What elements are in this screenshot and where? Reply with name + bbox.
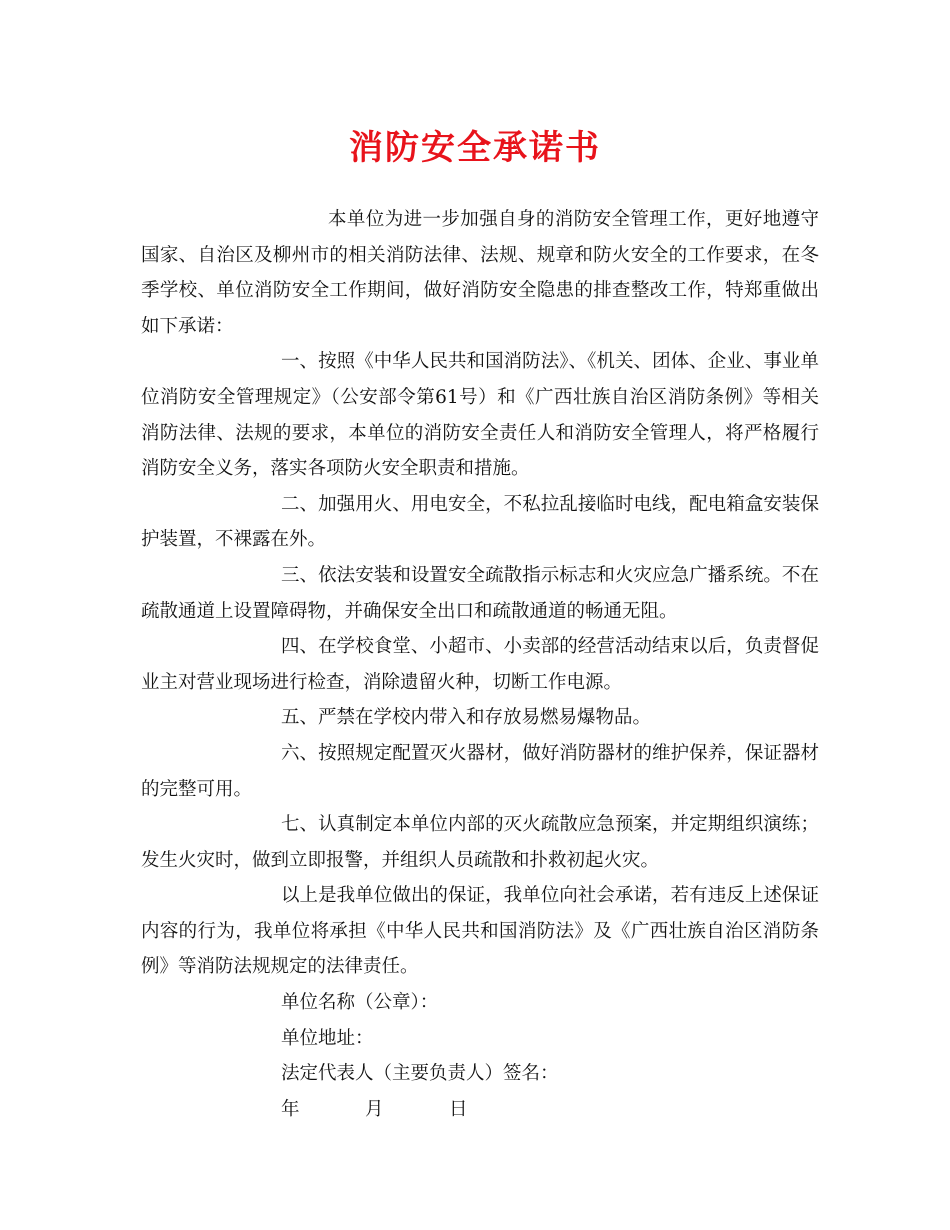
document-title: 消防安全承诺书 (349, 128, 601, 168)
commitment-item-4: 四、在学校食堂、小超市、小卖部的经营活动结束以后，负责督促业主对营业现场进行检查，消除遗留火种，切断工作电源。 (141, 636, 819, 693)
commitment-item-6: 六、按照规定配置灭火器材，做好消防器材的维护保养，保证器材的完整可用。 (141, 742, 819, 800)
intro-paragraph: 本单位为进一步加强自身的消防安全管理工作，更好地遵守国家、自治区及柳州市的相关消防法律、法规、规章和防火安全的工作要求，在冬季学校、单位消防安全工作期间，做好消防安全隐患的排查整改工作，特郑重做出如下承诺： (141, 209, 819, 337)
commitment-item-3: 三、依法安装和设置安全疏散指示标志和火灾应急广播系统。不在疏散通道上设置障碍物，并确保安全出口和疏散通道的畅通无阻。 (141, 564, 819, 622)
unit-address-label: 单位地址： (281, 1027, 374, 1049)
commitment-item-5: 五、严禁在学校内带入和存放易燃易爆物品。 (281, 707, 652, 729)
commitment-item-1: 一、按照《中华人民共和国消防法》、《机关、团体、企业、事业单位消防安全管理规定》（公安部令第61号）和《广西壮族自治区消防条例》等相关消防法律、法规的要求，本单位的消防安全责任人和消防安全管理人，将严格履行消防安全义务，落实各项防火安全职责和措施。 (141, 351, 819, 480)
date-month-label: 月 (365, 1098, 384, 1120)
closing-paragraph: 以上是我单位做出的保证，我单位向社会承诺，若有违反上述保证内容的行为，我单位将承担《中华人民共和国消防法》及《广西壮族自治区消防条例》等消防法规规定的法律责任。 (141, 885, 819, 978)
unit-name-label: 单位名称（公章）： (281, 992, 439, 1014)
date-day-label: 日 (449, 1098, 468, 1120)
representative-signature-label: 法定代表人（主要负责人）签名： (281, 1063, 559, 1085)
commitment-item-2: 二、加强用火、用电安全，不私拉乱接临时电线，配电箱盒安装保护装置，不裸露在外。 (141, 493, 819, 551)
document-body (141, 202, 819, 1127)
commitment-item-7: 七、认真制定本单位内部的灭火疏散应急预案，并定期组织演练；发生火灾时，做到立即报警，并组织人员疏散和扑救初起火灾。 (141, 814, 819, 871)
date-year-label: 年 (281, 1098, 300, 1120)
date-line (141, 1092, 819, 1128)
